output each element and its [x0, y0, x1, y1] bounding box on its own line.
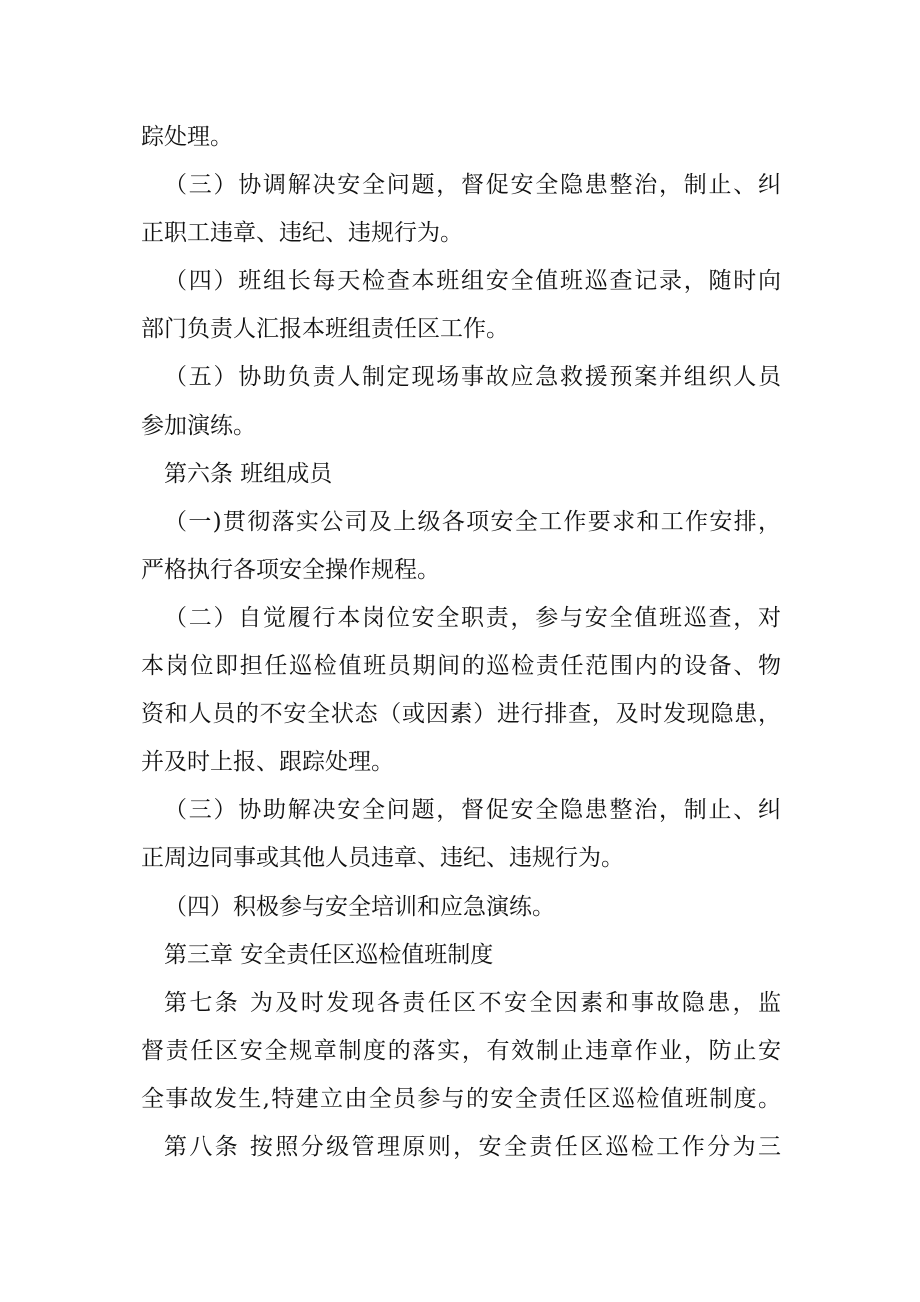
paragraph-line: （四）积极参与安全培训和应急演练。 — [164, 893, 555, 920]
document-body — [141, 113, 781, 1171]
paragraph-line: 参加演练。 — [141, 412, 256, 439]
paragraph-line: 第七条 为及时发现各责任区不安全因素和事故隐患，监 — [164, 989, 781, 1016]
paragraph-line: 第八条 按照分级管理原则，安全责任区巡检工作分为三 — [164, 1133, 781, 1160]
paragraph-line: （一)贯彻落实公司及上级各项安全工作要求和工作安排， — [164, 508, 781, 535]
paragraph-line: 全事故发生,特建立由全员参与的安全责任区巡检值班制度。 — [141, 1085, 781, 1112]
paragraph-line: 本岗位即担任巡检值班员期间的巡检责任范围内的设备、物 — [141, 653, 781, 680]
paragraph-line: 资和人员的不安全状态（或因素）进行排查，及时发现隐患， — [141, 701, 781, 728]
chapter-heading: 第三章 安全责任区巡检值班制度 — [164, 941, 494, 968]
paragraph-line: （三）协调解决安全问题，督促安全隐患整治，制止、纠 — [164, 172, 781, 199]
paragraph-line: 部门负责人汇报本班组责任区工作。 — [141, 316, 509, 343]
paragraph-line: 督责任区安全规章制度的落实，有效制止违章作业，防止安 — [141, 1037, 781, 1064]
paragraph-line: 踪处理。 — [141, 124, 233, 150]
paragraph-line: （四）班组长每天检查本班组安全值班巡查记录，随时向 — [164, 268, 781, 295]
paragraph-line: 严格执行各项安全操作规程。 — [141, 556, 440, 583]
paragraph-line: 正职工违章、违纪、违规行为。 — [141, 220, 463, 247]
section-heading: 第六条 班组成员 — [164, 460, 333, 487]
paragraph-line: （三）协助解决安全问题，督促安全隐患整治，制止、纠 — [164, 797, 781, 824]
paragraph-line: （二）自觉履行本岗位安全职责，参与安全值班巡查，对 — [164, 604, 781, 631]
paragraph-line: 正周边同事或其他人员违章、违纪、违规行为。 — [141, 845, 624, 872]
paragraph-line: 并及时上报、跟踪处理。 — [141, 749, 394, 776]
paragraph-line: （五）协助负责人制定现场事故应急救援预案并组织人员 — [164, 364, 781, 391]
